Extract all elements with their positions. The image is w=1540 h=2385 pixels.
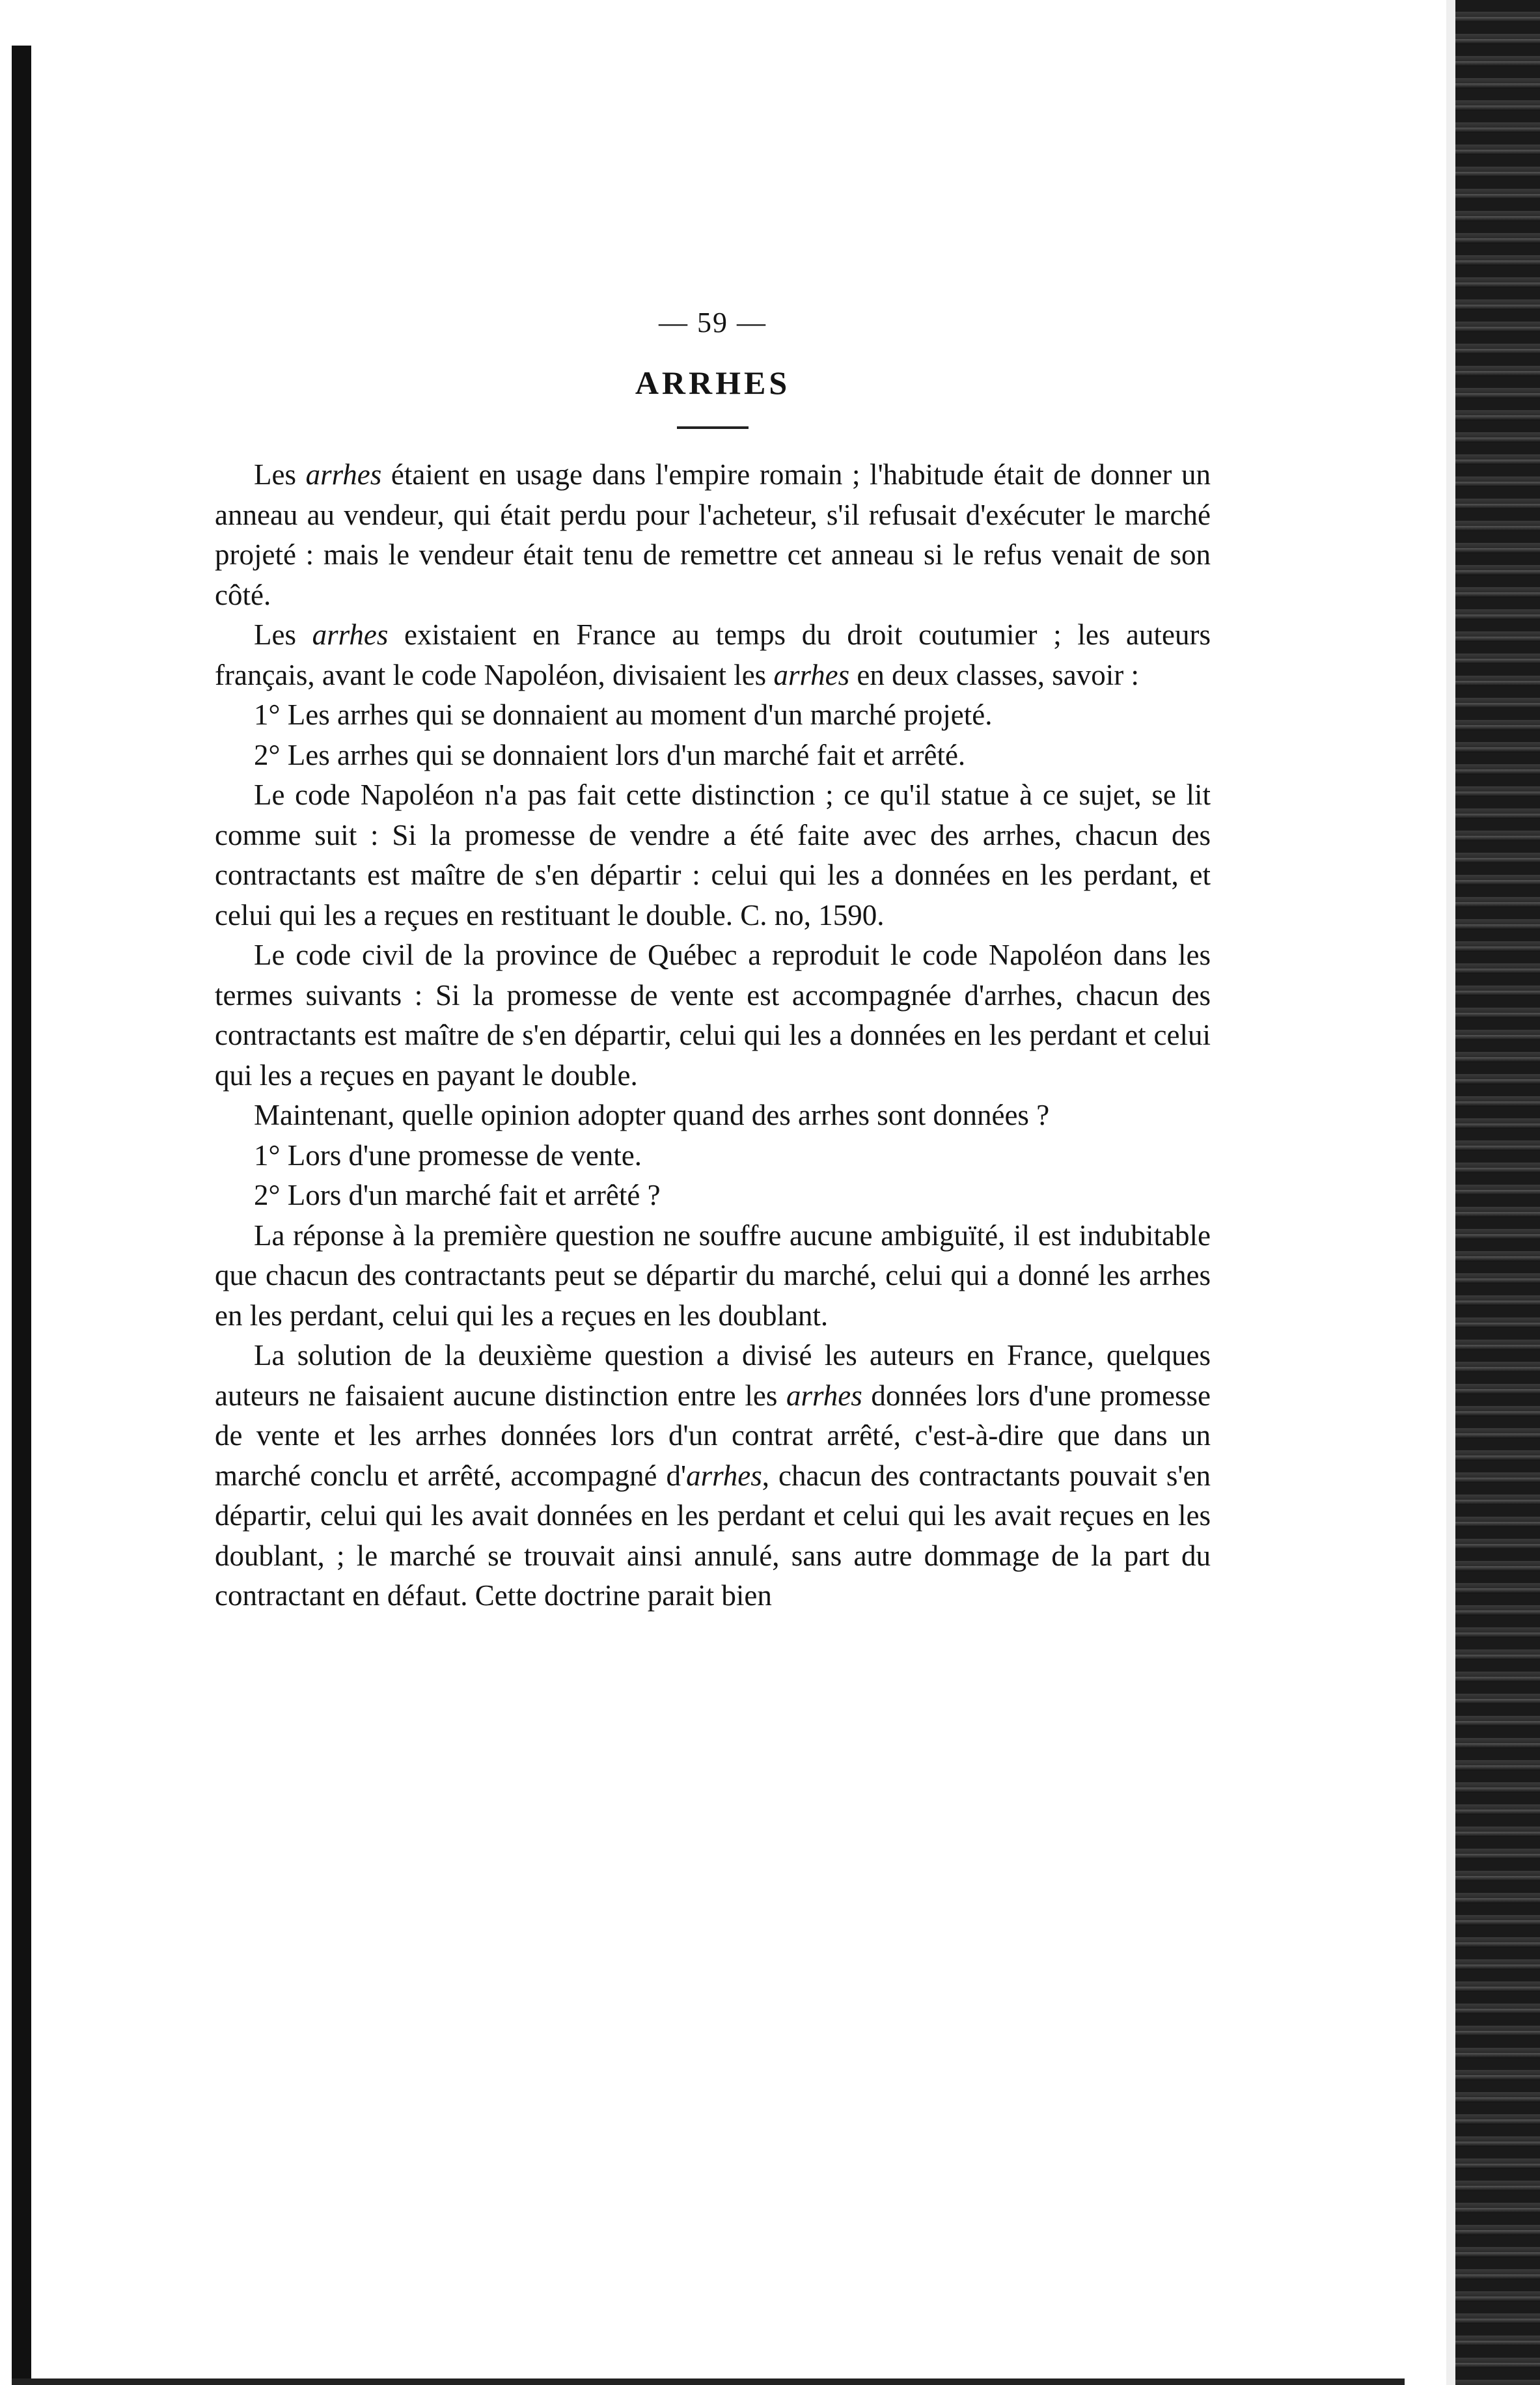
list-item [215,736,1211,776]
paragraph [215,775,1211,935]
body-text [215,455,1211,1616]
text-run: en deux classes, savoir : [849,658,1140,691]
italic-term: arrhes [686,1459,762,1492]
text-run: La réponse à la première question ne souffre aucune ambiguïté, il est indubitable que chacun des contractants peut se départir du marché, celui qui a donné les arrhes en les perdant, celui qui les a reçues en les doublant. [215,1219,1211,1332]
paragraph [215,1096,1211,1136]
paragraph [215,455,1211,615]
text-run: 2° Lors d'un marché fait et arrêté ? [254,1179,661,1211]
paragraph [215,1336,1211,1616]
text-run: 1° Lors d'une promesse de vente. [254,1138,642,1172]
page-title: ARRHES [635,365,791,401]
list-item [215,1136,1211,1176]
text-run: Le code civil de la province de Québec a reproduit le code Napoléon dans les termes suivants : Si la promesse de vente est accompagnée d'arrhes, chacun des contractants est maître de s'en départir, celui qui les a données en les perdant et celui qui les a reçues en payant le double. [215,939,1211,1092]
list-item [215,695,1211,736]
paragraph [215,935,1211,1096]
scan-bottom-edge [12,2378,1405,2385]
list-item [215,1176,1211,1216]
text-run: données lors d'une promesse de vente et les arrhes données lors d'un contrat arrêté, c'est-à-dire que dans un marché conclu et arrêté, accompagné d' [215,1379,1211,1492]
text-run: Les [254,458,306,491]
text-run: Le code Napoléon n'a pas fait cette distinction ; ce qu'il statue à ce sujet, se lit comme suit : Si la promesse de vendre a été faite avec des arrhes, chacun des contractants est maître de s'en départir : celui qui les a données en les perdant, et celui qui les a reçues en restituant le double. C. no, 1590. [215,779,1211,931]
italic-term: arrhes [786,1379,862,1412]
text-run: étaient en usage dans l'empire romain ; l'habitude était de donner un anneau au vendeur, qui était perdu pour l'acheteur, s'il refusait d'exécuter le marché projeté : mais le vendeur était tenu de remettre cet anneau si le refus venait de son côté. [215,458,1211,611]
italic-term: arrhes [305,458,382,491]
title-rule [677,426,749,429]
text-run: , chacun des contractants pouvait s'en départir, celui qui les avait données en les perdant et celui qui les avait reçues en les doublant, ; le marché se trouvait ainsi annulé, sans autre dommage de la part du contractant en défaut. Cette doctrine parait bien [215,1459,1211,1612]
text-run: La solution de la deuxième question a divisé les auteurs en France, quelques auteurs ne faisaient aucune distinction entre les [215,1339,1211,1412]
scan-right-edge [1446,0,1540,2385]
scan-left-edge [12,46,31,2385]
paragraph [215,1216,1211,1336]
text-run: 1° Les arrhes qui se donnaient au moment d'un marché projeté. [254,698,993,731]
text-run: Les [254,618,312,651]
italic-term: arrhes [312,618,389,651]
text-run: 2° Les arrhes qui se donnaient lors d'un marché fait et arrêté. [254,738,966,771]
paragraph [215,615,1211,695]
text-run: Maintenant, quelle opinion adopter quand des arrhes sont données ? [254,1099,1050,1131]
document-page [215,306,1211,1616]
page-number: — 59 — [659,307,767,338]
italic-term: arrhes [773,658,850,691]
text-run: existaient en France au temps du droit coutumier ; les auteurs français, avant le code Napoléon, divisaient les [215,618,1211,691]
